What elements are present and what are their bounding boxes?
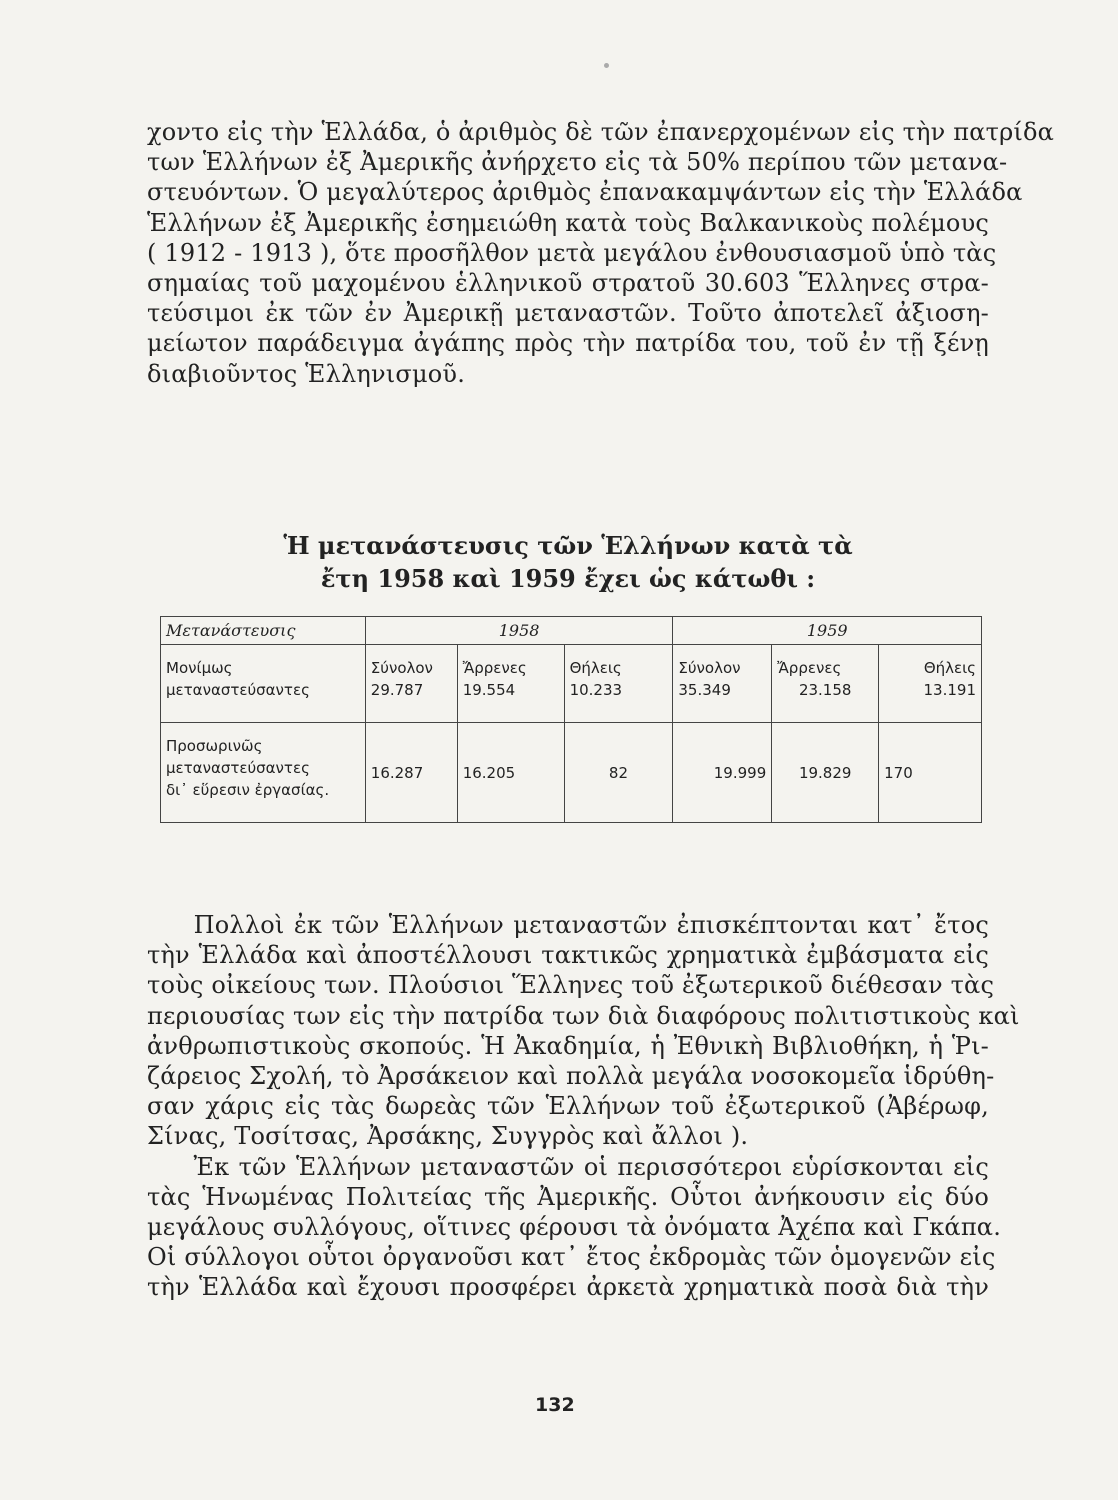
table-heading [147, 529, 989, 595]
text-line: διαβιοῦντος Ἑλληνισμοῦ. [147, 359, 466, 388]
value-1959-male: 23.158 [798, 681, 852, 699]
value-1958-total: 16.287 [370, 763, 424, 782]
value-1959-female: 13.191 [923, 681, 976, 699]
heading-line: ἔτη 1958 καὶ 1959 ἔχει ὡς κάτωθι : [320, 564, 816, 593]
header-emigration: Μετανάστευσις [161, 617, 366, 645]
col-label-male: Ἄρρενες [462, 659, 527, 677]
cell-1958-total [365, 645, 457, 723]
col-label-total: Σύνολον [678, 659, 741, 677]
text-line: ἀνθρωπιστικοὺς σκοπούς. Ἡ Ἀκαδημία, ἡ Ἐθνικὴ Βιβλιοθήκη, ἡ Ῥι- [147, 1031, 989, 1060]
cell-1958-male-temp [457, 723, 564, 823]
emigration-table [160, 616, 982, 823]
header-year-1959: 1959 [673, 617, 982, 645]
row-label-temporary [161, 723, 366, 823]
cell-1959-male [772, 645, 879, 723]
col-label-female: Θήλεις [923, 659, 976, 677]
value-1959-female: 170 [884, 763, 913, 782]
text-line: χοντο εἰς τὴν Ἑλλάδα, ὁ ἀριθμὸς δὲ τῶν ἐπανερχομένων εἰς τὴν πατρίδα [147, 118, 1055, 146]
table-header-row [161, 617, 982, 645]
row-label-line: δι᾽ εὕρεσιν ἐργασίας. [166, 781, 330, 799]
row-label-line: μεταναστεύσαντες [166, 681, 310, 699]
cell-1959-male-temp [772, 723, 879, 823]
cell-1958-male [457, 645, 564, 723]
value-1958-male: 16.205 [462, 763, 516, 782]
value-1958-total: 29.787 [370, 681, 424, 699]
text-line: Σίνας, Τοσίτσας, Ἀρσάκης, Συγγρὸς καὶ ἄλλοι ). [147, 1122, 749, 1151]
cell-1959-female [879, 645, 982, 723]
text-line: Ἑλλήνων ἐξ Ἀμερικῆς ἐσημειώθη κατὰ τοὺς Βαλκανικοὺς πολέμους [147, 208, 989, 237]
row-label-line: Προσωρινῶς [166, 737, 263, 755]
cell-1959-female-temp [879, 723, 982, 823]
text-line: τὴν Ἑλλάδα καὶ ἀποστέλλουσι τακτικῶς χρηματικὰ ἐμβάσματα εἰς [147, 941, 989, 970]
text-line: σημαίας τοῦ μαχομένου ἑλληνικοῦ στρατοῦ 30.603 Ἕλληνες στρα- [147, 269, 989, 298]
heading-line: Ἡ μετανάστευσις τῶν Ἑλλήνων κατὰ τὰ [283, 531, 853, 560]
row-label-line: μεταναστεύσαντες [166, 759, 310, 777]
text-line: Πολλοὶ ἐκ τῶν Ἑλλήνων μεταναστῶν ἐπισκέπτονται κατ᾽ ἔτος [147, 911, 989, 939]
page-number: 132 [535, 1394, 575, 1416]
value-1959-male: 19.829 [798, 763, 852, 782]
row-label-line: Μονίμως [166, 659, 233, 677]
col-label-female: Θήλεις [569, 659, 622, 677]
value-1958-female: 10.233 [569, 681, 623, 699]
cell-1958-total-temp [365, 723, 457, 823]
cell-1958-female-temp [564, 723, 673, 823]
paragraph-emigrant-donations [147, 910, 1020, 1303]
cell-1958-female [564, 645, 673, 723]
value-1959-total: 35.349 [678, 681, 731, 699]
ink-speck [604, 63, 609, 68]
text-line: σαν χάρις εἰς τὰς δωρεὰς τῶν Ἑλλήνων τοῦ ἐξωτερικοῦ (Ἀβέρωφ, [147, 1092, 989, 1121]
text-line: τεύσιμοι ἐκ τῶν ἐν Ἀμερικῇ μεταναστῶν. Τοῦτο ἀποτελεῖ ἀξιοση- [147, 299, 989, 328]
value-1958-male: 19.554 [462, 681, 516, 699]
value-1959-total: 19.999 [713, 763, 767, 782]
table-row-permanent [161, 645, 982, 723]
text-line: ζάρειος Σχολή, τὸ Ἀρσάκειον καὶ πολλὰ μεγάλα νοσοκομεῖα ἱδρύθη- [147, 1062, 995, 1091]
text-line: τὰς Ἡνωμένας Πολιτείας τῆς Ἀμερικῆς. Οὗτοι ἀνήκουσιν εἰς δύο [147, 1182, 989, 1211]
col-label-male: Ἄρρενες [777, 659, 842, 677]
text-line: τοὺς οἰκείους των. Πλούσιοι Ἕλληνες τοῦ ἐξωτερικοῦ διέθεσαν τὰς [147, 971, 995, 1000]
col-label-total: Σύνολον [370, 659, 433, 677]
text-line: ( 1912 - 1913 ), ὅτε προσῆλθον μετὰ μεγάλου ἐνθουσιασμοῦ ὑπὸ τὰς [147, 238, 997, 267]
header-year-1958: 1958 [365, 617, 673, 645]
text-line: Ἐκ τῶν Ἑλλήνων μεταναστῶν οἱ περισσότεροι εὑρίσκονται εἰς [147, 1152, 989, 1181]
value-1958-female: 82 [608, 763, 629, 782]
text-line: Οἱ σύλλογοι οὗτοι ὀργανοῦσι κατ᾽ ἔτος ἐκδρομὰς τῶν ὁμογενῶν εἰς [147, 1243, 996, 1272]
text-line: στευόντων. Ὁ μεγαλύτερος ἀριθμὸς ἐπανακαμψάντων εἰς τὴν Ἑλλάδα [147, 178, 1023, 207]
cell-1959-total-temp [673, 723, 772, 823]
row-label-permanent [161, 645, 366, 723]
table-row-temporary [161, 723, 982, 823]
text-line: περιουσίας των εἰς τὴν πατρίδα των διὰ διαφόρους πολιτιστικοὺς καὶ [147, 1001, 1020, 1030]
cell-1959-total [673, 645, 772, 723]
text-line: μείωτον παράδειγμα ἀγάπης πρὸς τὴν πατρίδα του, τοῦ ἐν τῇ ξένῃ [147, 329, 989, 358]
paragraph-returning-emigrants [147, 117, 1055, 389]
text-line: των Ἑλλήνων ἐξ Ἀμερικῆς ἀνήρχετο εἰς τὰ 50% περίπου τῶν μετανα- [147, 148, 1008, 177]
text-line: μεγάλους συλλόγους, οἵτινες φέρουσι τὰ ὀνόματα Ἀχέπα καὶ Γκάπα. [147, 1213, 1002, 1242]
text-line: τὴν Ἑλλάδα καὶ ἔχουσι προσφέρει ἀρκετὰ χρηματικὰ ποσὰ διὰ τὴν [147, 1273, 989, 1302]
